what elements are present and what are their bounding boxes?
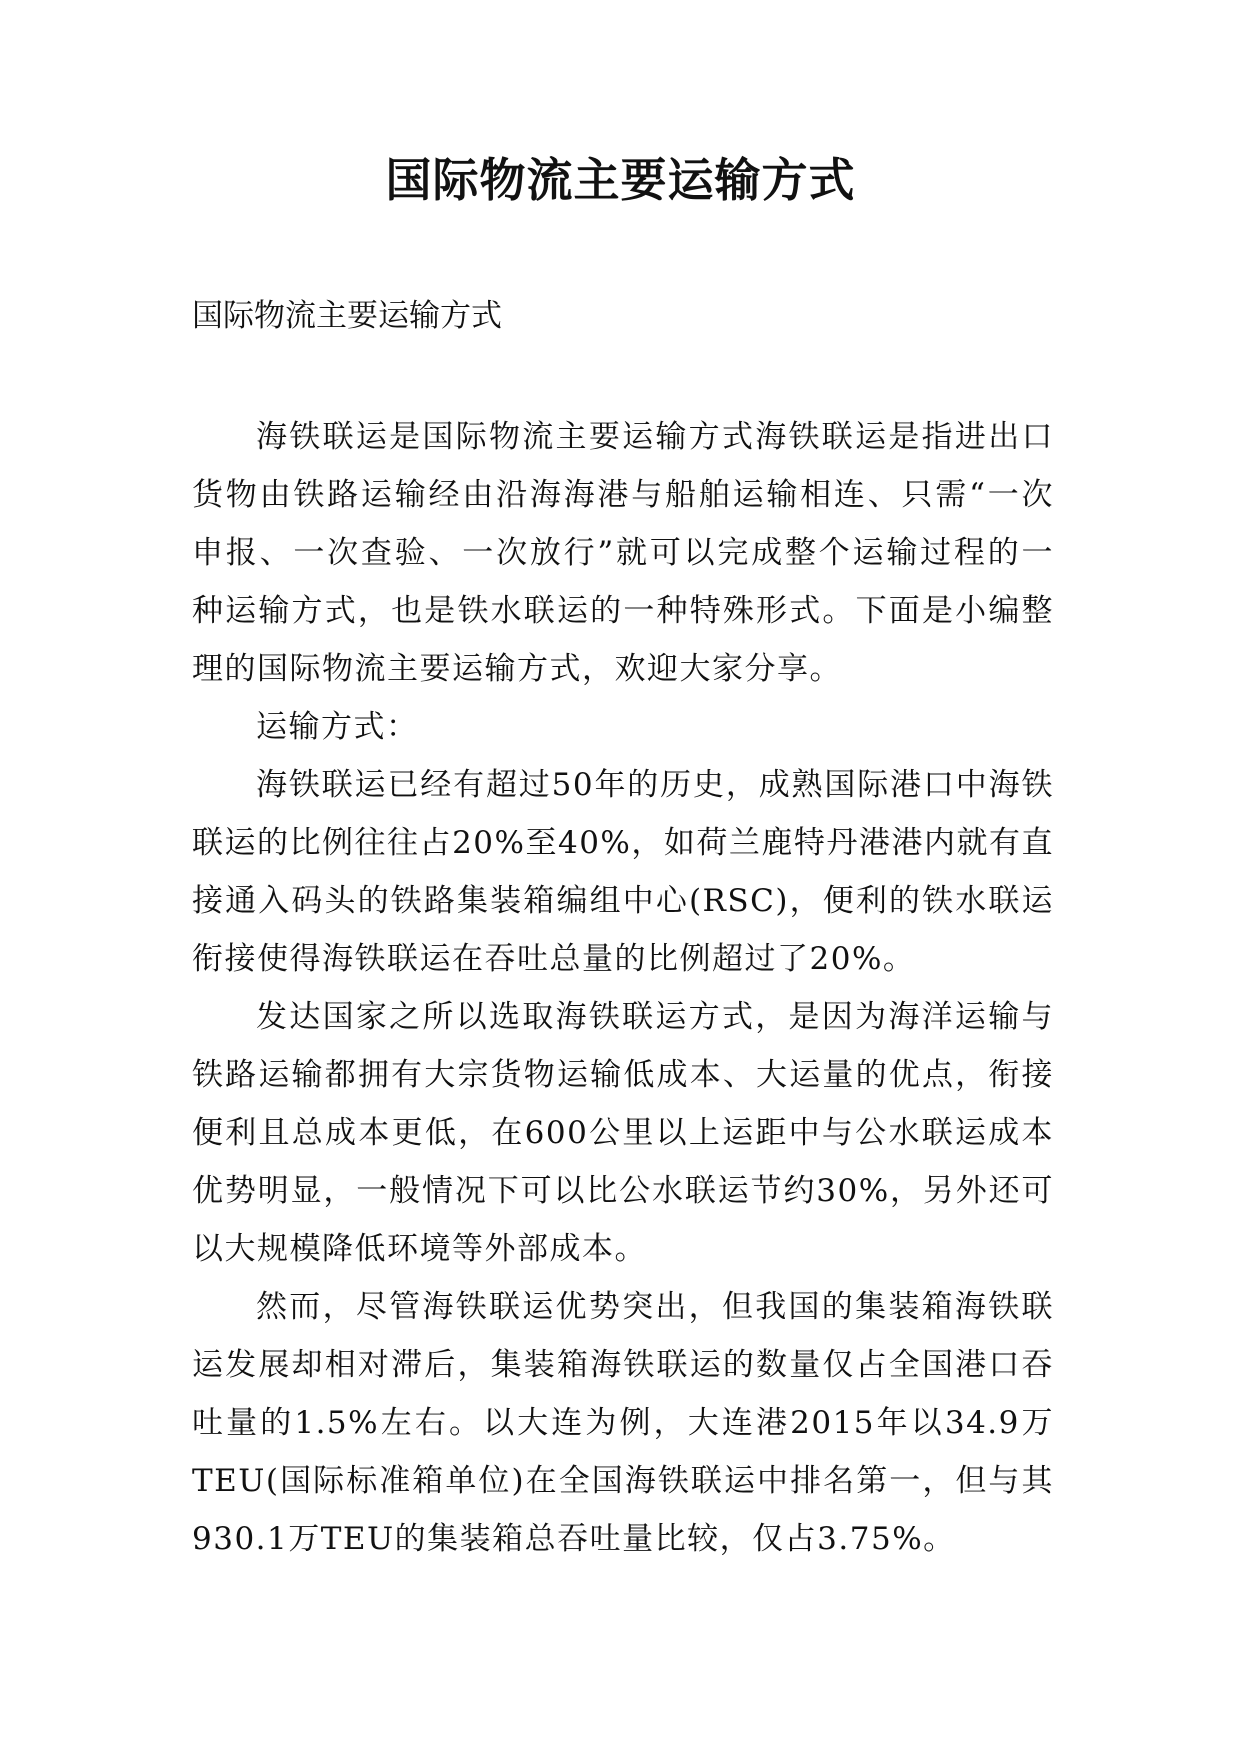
paragraph-china-status: 然而，尽管海铁联运优势突出，但我国的集装箱海铁联运发展却相对滞后，集装箱海铁联运的数量仅占全国港口吞吐量的1.5%左右。以大连为例，大连港2015年以34.9万TEU(国际标准箱单位)在全国海铁联运中排名第一，但与其930.1万TEU的集装箱总吞吐量比较，仅占3.75%。: [192, 1289, 1054, 1557]
paragraph-heading: 运输方式：: [256, 709, 419, 745]
document-subtitle: 国际物流主要运输方式: [192, 298, 502, 334]
document-title: 国际物流主要运输方式: [385, 153, 856, 207]
document-body: [192, 408, 1054, 1568]
paragraph-intro: 海铁联运是国际物流主要运输方式海铁联运是指进出口货物由铁路运输经由沿海海港与船舶运输相连、只需“一次申报、一次查验、一次放行”就可以完成整个运输过程的一种运输方式，也是铁水联运的一种特殊形式。下面是小编整理的国际物流主要运输方式，欢迎大家分享。: [192, 419, 1054, 687]
paragraph-advantages: 发达国家之所以选取海铁联运方式，是因为海洋运输与铁路运输都拥有大宗货物运输低成本、大运量的优点，衔接便利且总成本更低，在600公里以上运距中与公水联运成本优势明显，一般情况下可以比公水联运节约30%，另外还可以大规模降低环境等外部成本。: [192, 999, 1054, 1267]
paragraph-history: 海铁联运已经有超过50年的历史，成熟国际港口中海铁联运的比例往往占20%至40%，如荷兰鹿特丹港港内就有直接通入码头的铁路集装箱编组中心(RSC)，便利的铁水联运衔接使得海铁联运在吞吐总量的比例超过了20%。: [192, 767, 1054, 977]
